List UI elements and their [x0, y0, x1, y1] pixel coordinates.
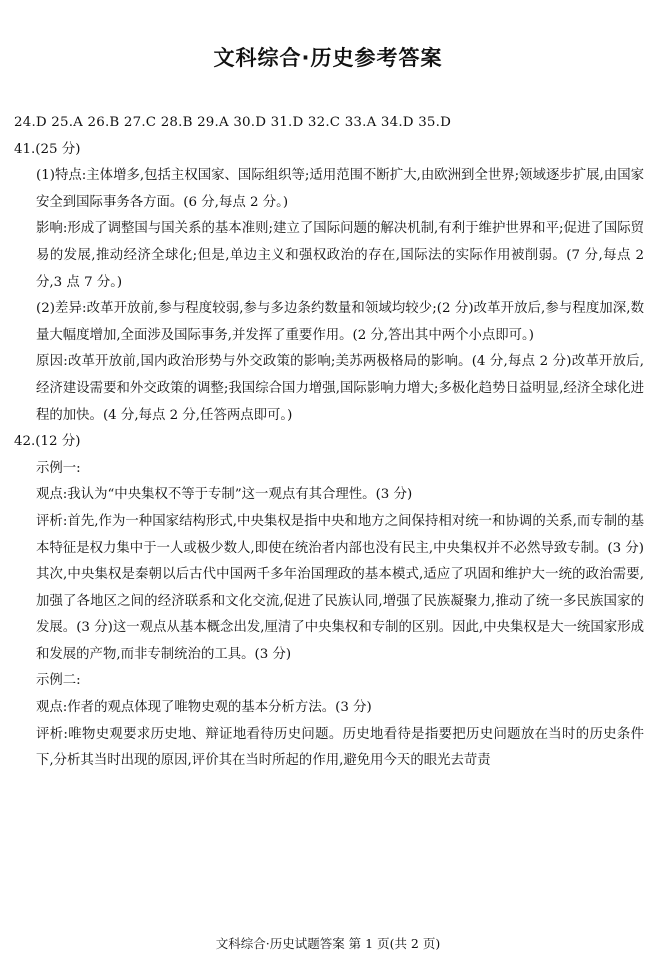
answer-content	[14, 110, 644, 775]
q41-part1-features: (1)特点:主体增多,包括主权国家、国际组织等;适用范围不断扩大,由欧洲到全世界;领域逐步扩展,由国家安全到国际事务各方面。(6 分,每点 2 分。)	[36, 168, 644, 210]
page-footer: 文科综合·历史试题答案 第 1 页(共 2 页)	[215, 936, 441, 951]
q42-example1-viewpoint: 观点:我认为“中央集权不等于专制”这一观点有其合理性。(3 分)	[36, 487, 413, 503]
question-41-heading: 41.(25 分)	[14, 141, 81, 157]
q42-example2-viewpoint: 观点:作者的观点体现了唯物史观的基本分析方法。(3 分)	[36, 700, 372, 716]
q41-part1-impact: 影响:形成了调整国与国关系的基本准则;建立了国际问题的解决机制,有利于维护世界和平;促进了国际贸易的发展,推动经济全球化;但是,单边主义和强权政治的存在,国际法的实际作用被削弱。(7 分,每点 2 分,3 点 7 分。)	[36, 221, 644, 290]
q41-part2-differences: (2)差异:改革开放前,参与程度较弱,参与多边条约数量和领域均较少;(2 分)改革开放后,参与程度加深,数量大幅度增加,全面涉及国际事务,并发挥了重要作用。(2 分,答出其中两个小点即可。)	[36, 301, 644, 343]
q42-example2-analysis: 评析:唯物史观要求历史地、辩证地看待历史问题。历史地看待是指要把历史问题放在当时的历史条件下,分析其当时出现的原因,评价其在当时所起的作用,避免用今天的眼光去苛责	[36, 726, 644, 769]
q42-example2-label: 示例二:	[36, 673, 81, 689]
q41-part2-reasons: 原因:改革开放前,国内政治形势与外交政策的影响;美苏两极格局的影响。(4 分,每点 2 分)改革开放后,经济建设需要和外交政策的调整;我国综合国力增强,国际影响力增大;多极化趋势日益明显,经济全球化进程的加快。(4 分,每点 2 分,任答两点即可。)	[36, 354, 644, 423]
question-42-heading: 42.(12 分)	[14, 434, 81, 450]
q42-example1-analysis: 评析:首先,作为一种国家结构形式,中央集权是指中央和地方之间保持相对统一和协调的关系,而专制的基本特征是权力集中于一人或极少数人,即使在统治者内部也没有民主,中央集权并不必然导致专制。(3 分)其次,中央集权是秦朝以后古代中国两千多年治国理政的基本模式,适应了巩固和维护大一统的政治需要,加强了各地区之间的经济联系和文化交流,促进了民族认同,增强了民族凝聚力,推动了统一多民族国家的发展。(3 分)这一观点从基本概念出发,厘清了中央集权和专制的区别。因此,中央集权是大一统国家形成和发展的产物,而非专制统治的工具。(3 分)	[36, 513, 644, 662]
q42-example1-label: 示例一:	[36, 460, 81, 476]
page-title: 文科综合·历史参考答案	[213, 46, 443, 70]
multiple-choice-answers: 24.D 25.A 26.B 27.C 28.B 29.A 30.D 31.D 32.C 33.A 34.D 35.D	[14, 115, 452, 130]
